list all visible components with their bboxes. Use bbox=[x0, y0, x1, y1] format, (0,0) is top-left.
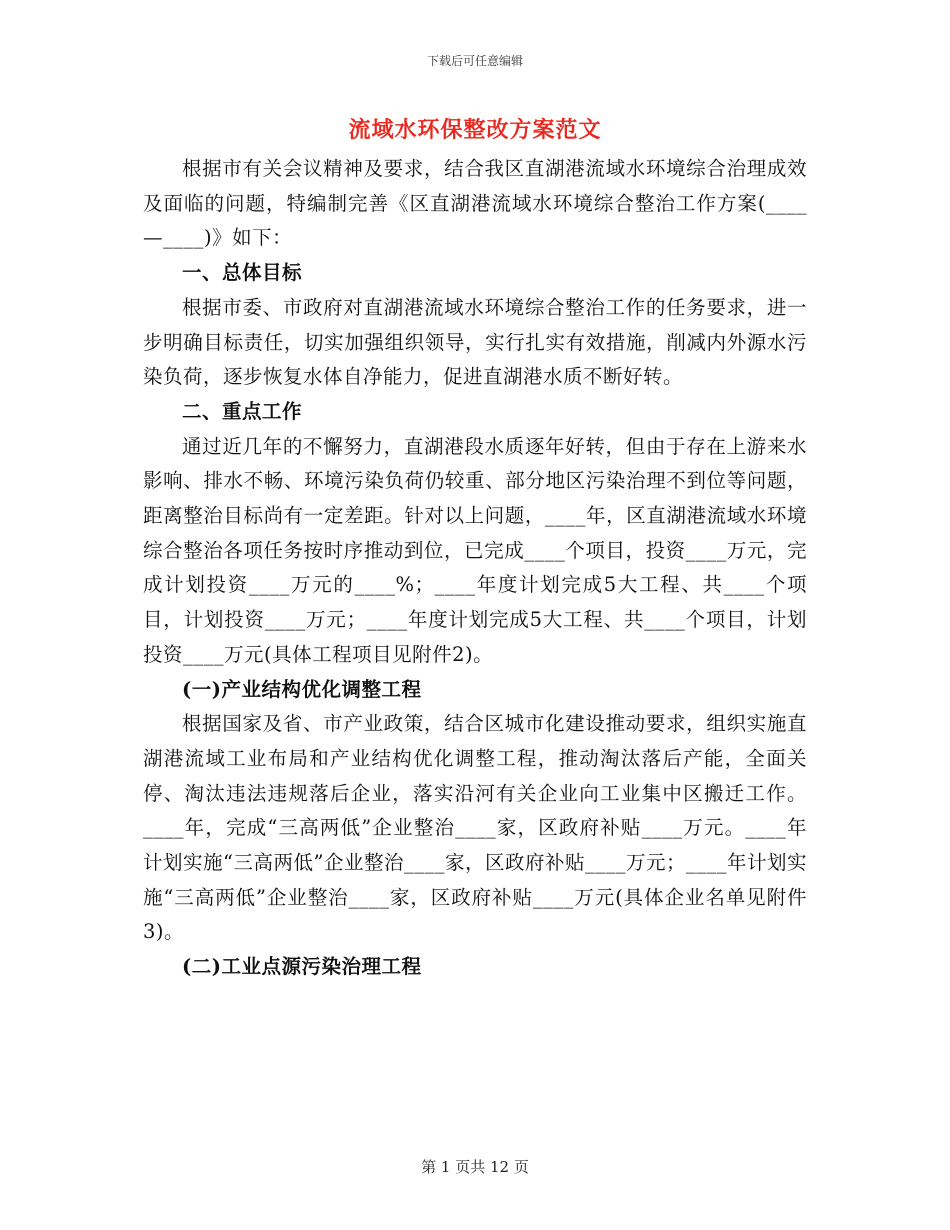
section-heading-overall-goal: 一、总体目标 bbox=[182, 261, 303, 285]
intro-paragraph: 根据市有关会议精神及要求，结合我区直湖港流域水环境综合治理成效及面临的问题，特编制完善《区直湖港流域水环境综合整治工作方案(____—____)》如下： bbox=[143, 157, 807, 250]
section-paragraph-overall-goal: 根据市委、市政府对直湖港流域水环境综合整治工作的任务要求，进一步明确目标责任，切实加强组织领导，实行扎实有效措施，削减内外源水污染负荷，逐步恢复水体自净能力，促进直湖港水质不断好转。 bbox=[143, 295, 807, 389]
document-title: 流域水环保整改方案范文 bbox=[348, 117, 602, 143]
page-header: 下载后可任意编辑 bbox=[426, 54, 523, 68]
subsection-heading-industry-restructure: (一)产业结构优化调整工程 bbox=[182, 677, 422, 701]
subsection-heading-point-source: (二)工业点源污染治理工程 bbox=[182, 955, 422, 979]
section-paragraph-key-work: 通过近几年的不懈努力，直湖港段水质逐年好转，但由于存在上游来水影响、排水不畅、环境污染负荷仍较重、部分地区污染治理不到位等问题，距离整治目标尚有一定差距。针对以上问题，____年，区直湖港流域水环境综合整治各项任务按时序推动到位，已完成____个项目，投资____万元，完成计划投资____万元的____%；____年度计划完成5大工程、共____个项目，计划投资____万元；____年度计划完成5大工程、共____个项目，计划投资____万元(具体工程项目见附件2)。 bbox=[143, 434, 807, 666]
document-body bbox=[143, 152, 807, 985]
page-number: 第 1 页共 12 页 bbox=[421, 1158, 529, 1176]
section-heading-key-work: 二、重点工作 bbox=[182, 399, 303, 423]
subsection-paragraph-industry-restructure: 根据国家及省、市产业政策，结合区城市化建设推动要求，组织实施直湖港流域工业布局和产业结构优化调整工程，推动淘汰落后产能，全面关停、淘汰违法违规落后企业，落实沿河有关企业向工业集中区搬迁工作。____年，完成“三高两低”企业整治____家，区政府补贴____万元。____年计划实施“三高两低”企业整治____家，区政府补贴____万元；____年计划实施“三高两低”企业整治____家，区政府补贴____万元(具体企业名单见附件3)。 bbox=[143, 712, 807, 944]
